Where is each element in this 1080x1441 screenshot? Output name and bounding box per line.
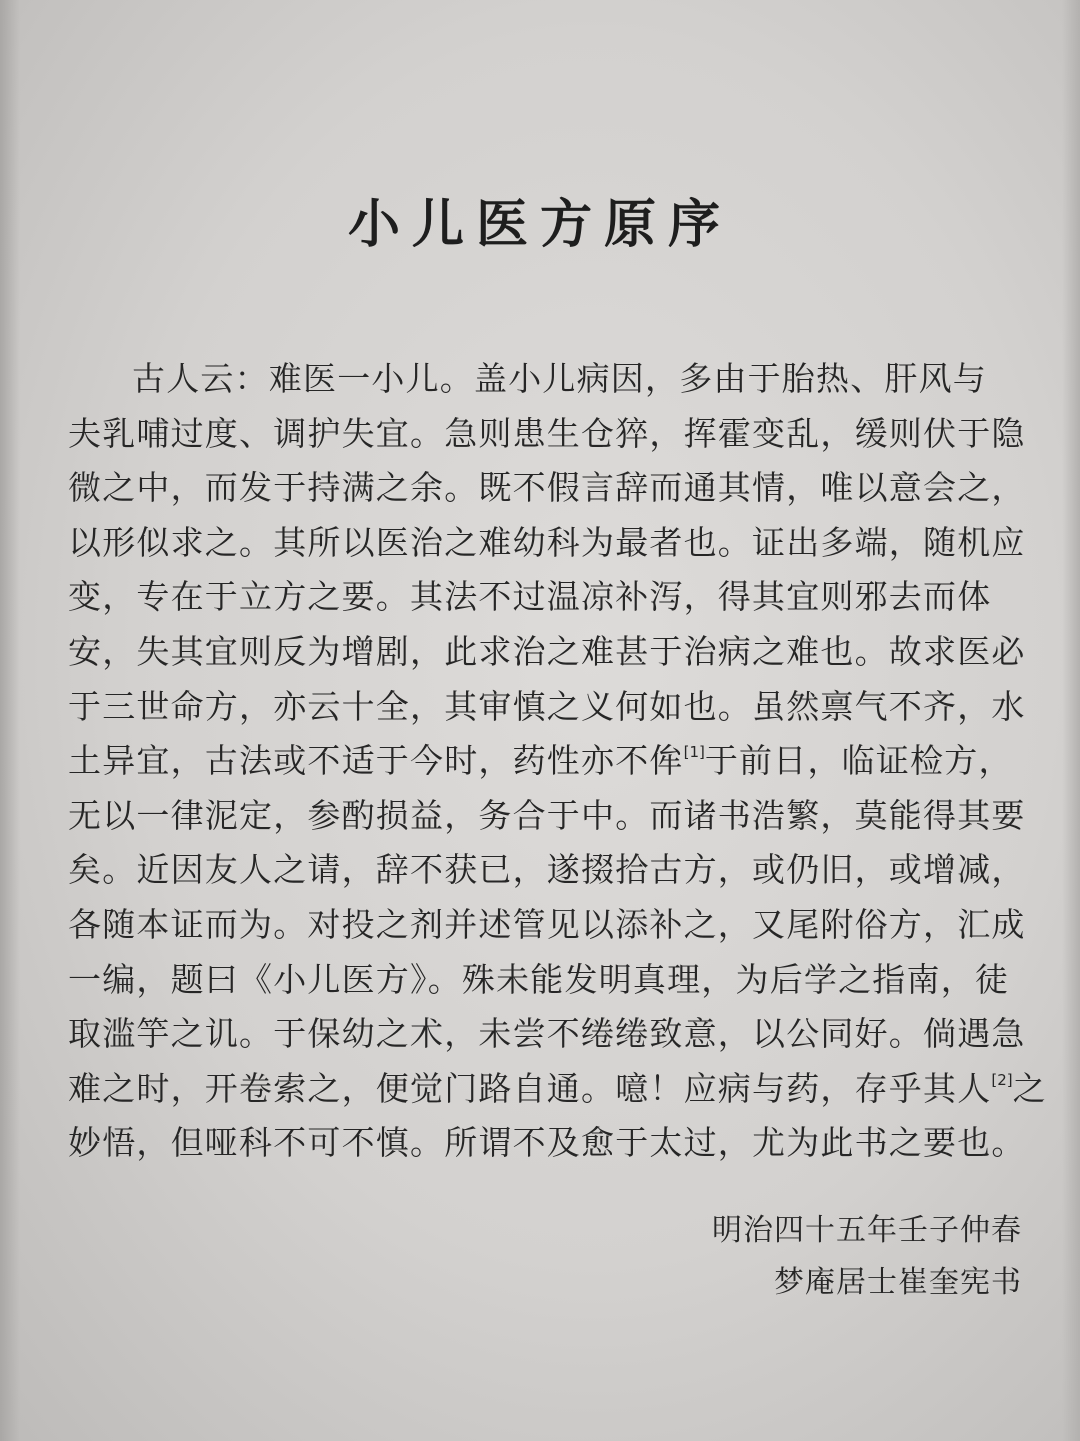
text-line: 一编，题曰《小儿医方》。殊未能发明真理，为后学之指南，徒 [68, 959, 1010, 999]
signature-block [712, 1205, 1022, 1309]
signature-date: 明治四十五年壬子仲春 [712, 1213, 1022, 1248]
text-segment: 之 [1012, 1068, 1047, 1108]
text-segment: 土异宜，古法或不适于今时，药性亦不侔 [68, 741, 684, 781]
text-line-with-footnote [68, 1062, 1058, 1117]
text-line: 变，专在于立方之要。其法不过温凉补泻，得其宜则邪去而体 [68, 577, 992, 617]
text-line: 安，失其宜则反为增剧，此求治之难甚于治病之难也。故求医必 [68, 631, 1026, 671]
text-segment: 难之时，开卷索之，便觉门路自通。噫！应病与药，存乎其人 [68, 1068, 992, 1108]
text-line: 微之中，而发于持满之余。既不假言辞而通其情，唯以意会之， [68, 468, 1026, 508]
text-line: 无以一律泥定，参酌损益，务合于中。而诸书浩繁，莫能得其要 [68, 795, 1026, 835]
text-line: 各随本证而为。对投之剂并述管见以添补之，又尾附俗方，汇成 [68, 904, 1026, 944]
text-line: 以形似求之。其所以医治之难幼科为最者也。证出多端，随机应 [68, 522, 1026, 562]
text-line: 古人云：难医一小儿。盖小儿病因，多由于胎热、肝风与 [132, 359, 987, 398]
preface-body [68, 352, 1058, 1171]
page-title: 小儿医方原序 [347, 195, 732, 255]
footnote-marker-2: [2] [991, 1070, 1013, 1089]
text-line: 夫乳哺过度、调护失宜。急则患生仓猝，挥霍变乱，缓则伏于隐 [68, 413, 1026, 453]
footnote-marker-1: [1] [683, 743, 705, 762]
text-line: 妙悟，但哑科不可不慎。所谓不及愈于太过，尤为此书之要也。 [68, 1123, 1026, 1163]
text-line: 矣。近因友人之请，辞不获已，遂掇拾古方，或仍旧，或增减， [68, 850, 1026, 890]
text-line: 取滥竽之讥。于保幼之术，未尝不绻绻致意，以公同好。倘遇急 [68, 1014, 1026, 1054]
text-segment: 于前日，临证检方， [704, 741, 1013, 781]
signature-author: 梦庵居士崔奎宪书 [774, 1265, 1022, 1300]
text-line-with-footnote [68, 734, 1058, 789]
text-line: 于三世命方，亦云十全，其审慎之义何如也。虽然禀气不齐，水 [68, 686, 1026, 726]
